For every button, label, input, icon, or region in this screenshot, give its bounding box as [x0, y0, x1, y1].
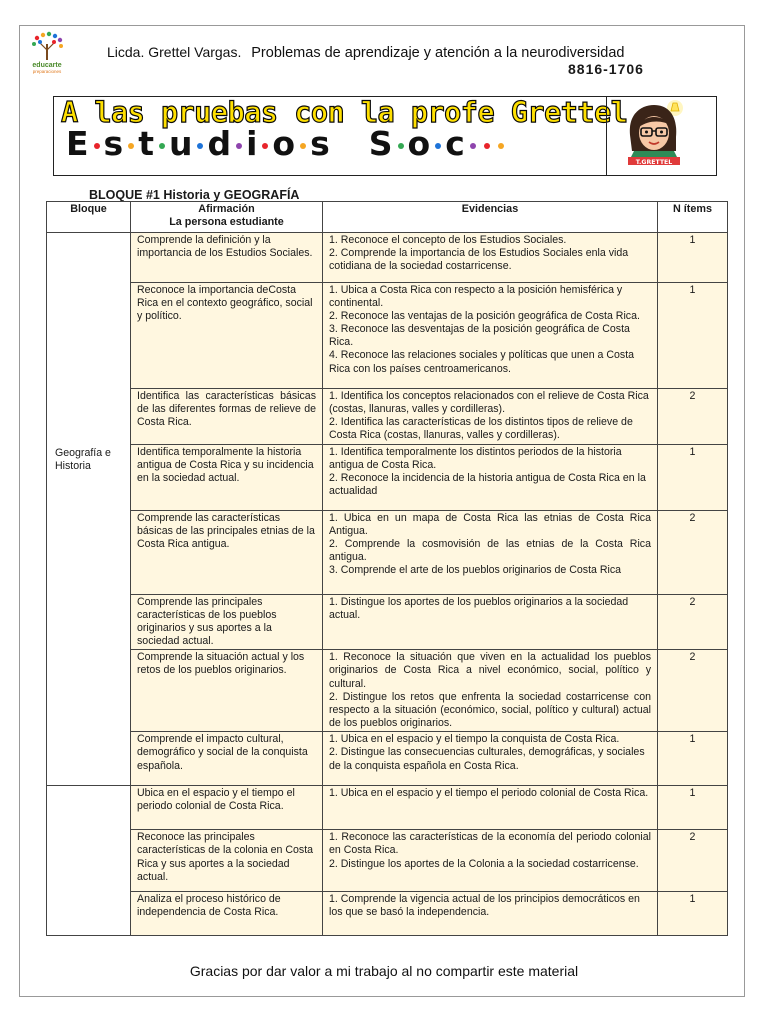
affirmation-text: Comprende las principales características de los pueblos originarios y sus aportes a la sociedad actual. — [137, 596, 277, 648]
affirmation-text: Reconoce las principales características de la colonia en Costa Rica y sus aportes a la sociedad actual. — [137, 831, 314, 883]
evidences-cell — [323, 595, 658, 650]
subject-letter: i — [246, 124, 259, 163]
affirmation-cell — [131, 892, 323, 936]
affirmation-text: Reconoce la importancia deCosta Rica en el contexto geográfico, social y político. — [137, 284, 313, 323]
evidences-cell — [323, 786, 658, 830]
n-items-cell: 1 — [658, 445, 728, 511]
svg-text:preparaciones: preparaciones — [32, 69, 62, 74]
subject-letter: s — [310, 124, 331, 163]
subject-dot — [159, 143, 165, 149]
subject-dot — [236, 143, 242, 149]
table-row — [47, 892, 728, 936]
header-n-items: N ítems — [658, 202, 728, 233]
header-bloque: Bloque — [47, 202, 131, 233]
subject-dot — [470, 143, 476, 149]
subject-letter: o — [272, 124, 297, 163]
evidence-item: 2. Identifica las características de los distintos tipos de relieve de Costa Rica (costas, llanuras, valles y cordilleras). — [329, 416, 633, 442]
section-heading: BLOQUE #1 Historia y GEOGRAFÍA — [89, 188, 300, 202]
affirmation-cell — [131, 445, 323, 511]
evidence-item: 1. Identifica los conceptos relacionados con el relieve de Costa Rica (costas, llanuras, valles y cordilleras). — [329, 390, 649, 416]
table-row — [47, 732, 728, 786]
header-evidencias: Evidencias — [323, 202, 658, 233]
evidences-cell — [323, 732, 658, 786]
affirmation-text: Analiza el proceso histórico de independencia de Costa Rica. — [137, 893, 281, 919]
n-items-cell: 2 — [658, 830, 728, 892]
header-afirmacion-sub: La persona estudiante — [169, 216, 284, 228]
affirmation-text: Identifica las características básicas de las diferentes formas de relieve de Costa Rica. — [137, 390, 316, 429]
evidence-item: 4. Reconoce las relaciones sociales y políticas que unen a Costa Rica con los países centroamericanos. — [329, 349, 635, 375]
teacher-avatar-icon — [620, 99, 688, 165]
subject-letter: d — [207, 124, 233, 163]
phone-number: 8816-1706 — [568, 61, 644, 77]
table-row — [47, 445, 728, 511]
avatar-caption: T.GRETTEL — [635, 158, 673, 165]
evidences-cell — [323, 283, 658, 389]
evidence-item: 1. Ubica en un mapa de Costa Rica las etnias de Costa Rica Antigua. — [329, 512, 651, 538]
evidence-item: 3. Comprende el arte de los pueblos originarios de Costa Rica — [329, 564, 622, 577]
evidence-item: 2. Comprende la cosmovisión de las etnias de la Costa Rica antigua. — [329, 538, 651, 564]
evidence-item: 1. Distingue los aportes de los pueblos originarios a la sociedad actual. — [329, 596, 629, 622]
affirmation-text: Comprende la situación actual y los retos de los pueblos originarios. — [137, 651, 305, 677]
bloque-cell — [47, 233, 131, 786]
table-row — [47, 233, 728, 283]
evidence-item: 3. Reconoce las desventajas de la posición geográfica de Costa Rica. — [329, 323, 630, 349]
table-row — [47, 830, 728, 892]
evidences-cell — [323, 233, 658, 283]
affirmation-cell — [131, 233, 323, 283]
table-row — [47, 511, 728, 595]
footer-note: Gracias por dar valor a mi trabajo al no compartir este material — [189, 963, 579, 979]
n-items-cell: 1 — [658, 283, 728, 389]
header-afirmacion-label: Afirmación — [198, 203, 255, 215]
n-items-cell: 2 — [658, 389, 728, 445]
evidence-item: 2. Distingue los aportes de la Colonia a la sociedad costarricense. — [329, 857, 639, 870]
evidence-item: 2. Comprende la importancia de los Estudios Sociales enla vida cotidiana de la sociedad costarricense. — [329, 247, 629, 273]
table-header-row — [47, 202, 728, 233]
subject-dot — [484, 143, 490, 149]
n-items-cell: 1 — [658, 732, 728, 786]
evidence-item: 1. Ubica en el espacio y el tiempo la conquista de Costa Rica. — [329, 733, 620, 746]
evidence-item: 2. Distingue las consecuencias culturales, demográficas, y sociales de la conquista española en Costa Rica. — [329, 746, 645, 772]
evidences-cell — [323, 892, 658, 936]
affirmation-text: Comprende el impacto cultural, demográfico y social de la conquista española. — [137, 733, 308, 772]
author-name: Licda. Grettel Vargas. — [107, 44, 242, 60]
evidence-item: 1. Ubica a Costa Rica con respecto a la posición hemisférica y continental. — [329, 284, 623, 310]
table-row — [47, 389, 728, 445]
course-name: Problemas de aprendizaje y atención a la neurodiversidad — [251, 45, 625, 61]
n-items-cell: 1 — [658, 786, 728, 830]
tree-logo-icon — [27, 30, 67, 74]
evidence-item: 1. Ubica en el espacio y el tiempo el periodo colonial de Costa Rica. — [329, 787, 649, 800]
subject-dot — [300, 143, 306, 149]
n-items-cell: 2 — [658, 511, 728, 595]
affirmation-cell — [131, 595, 323, 650]
evidences-cell — [323, 650, 658, 732]
affirmation-cell — [131, 786, 323, 830]
evidence-item: 2. Reconoce las ventajas de la posición geográfica de Costa Rica. — [329, 310, 640, 323]
header-afirmacion — [131, 202, 323, 233]
affirmation-cell — [131, 830, 323, 892]
banner-title: A las pruebas con la profe Grettel — [61, 96, 628, 129]
table-row — [47, 595, 728, 650]
subject-letter: o — [407, 124, 432, 163]
header-title — [107, 44, 624, 61]
evidence-item: 1. Identifica temporalmente los distintos periodos de la historia antigua de Costa Rica. — [329, 446, 622, 472]
affirmation-cell — [131, 650, 323, 732]
affirmation-cell — [131, 511, 323, 595]
subject-dot — [398, 143, 404, 149]
evidence-item: 1. Comprende la vigencia actual de los principios democráticos en los que se basó la independencia. — [329, 893, 640, 919]
subject-dot — [435, 143, 441, 149]
evidence-item: 2. Reconoce la incidencia de la historia antigua de Costa Rica en la actualidad — [329, 472, 646, 498]
evidences-cell — [323, 830, 658, 892]
evidence-item: 1. Reconoce el concepto de los Estudios Sociales. — [329, 234, 567, 246]
subject-dot — [94, 143, 100, 149]
affirmation-cell — [131, 389, 323, 445]
banner-subject — [66, 124, 508, 163]
evidences-cell — [323, 389, 658, 445]
n-items-cell: 2 — [658, 595, 728, 650]
table-row — [47, 650, 728, 732]
n-items-cell: 1 — [658, 892, 728, 936]
evidence-item: 1. Reconoce la situación que viven en la actualidad los pueblos originarios de Costa Rica a nivel económico, social, político y cultural. — [329, 651, 651, 690]
table-row — [47, 786, 728, 830]
table-row — [47, 283, 728, 389]
affirmation-cell — [131, 283, 323, 389]
evidence-item: 2. Distingue los retos que enfrenta la sociedad costarricense con respecto a la situación (económico, social, político y cultural) actual de los pueblos originarios. — [329, 690, 651, 729]
affirmation-text: Identifica temporalmente la historia antigua de Costa Rica y su incidencia en la sociedad actual. — [137, 446, 314, 485]
subject-dot — [262, 143, 268, 149]
bloque-label: Geografía e Historia — [55, 447, 111, 473]
subject-letter: S — [368, 124, 394, 163]
evidence-item: 1. Reconoce las características de la economía del periodo colonial en Costa Rica. — [329, 831, 651, 857]
subject-letter: t — [138, 124, 155, 163]
subject-dot — [498, 143, 504, 149]
n-items-cell: 2 — [658, 650, 728, 732]
evaluation-table — [46, 201, 728, 936]
subject-letter: c — [445, 124, 466, 163]
bloque-cell-empty — [47, 786, 131, 936]
subject-dot — [128, 143, 134, 149]
affirmation-text: Comprende las características básicas de las principales etnias de la Costa Rica antigua. — [137, 512, 315, 551]
svg-text:educarte: educarte — [32, 62, 62, 69]
affirmation-cell — [131, 732, 323, 786]
evidences-cell — [323, 511, 658, 595]
subject-dot — [197, 143, 203, 149]
n-items-cell: 1 — [658, 233, 728, 283]
affirmation-text: Ubica en el espacio y el tiempo el periodo colonial de Costa Rica. — [137, 787, 295, 813]
subject-letter: u — [168, 124, 194, 163]
evidences-cell — [323, 445, 658, 511]
affirmation-text: Comprende la definición y la importancia de los Estudios Sociales. — [137, 234, 313, 260]
subject-letter: s — [103, 124, 125, 163]
subject-letter: E — [66, 124, 90, 163]
